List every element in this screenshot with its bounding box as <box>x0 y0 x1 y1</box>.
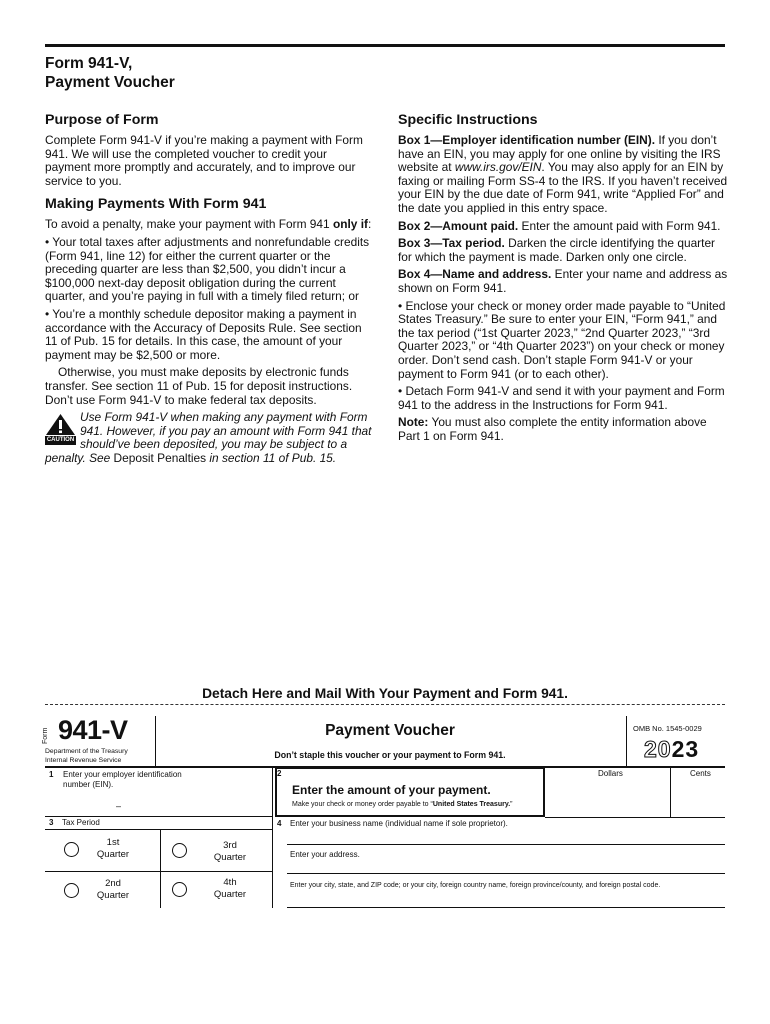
purpose-heading: Purpose of Form <box>45 112 159 128</box>
caution-link: Deposit Penalties <box>113 450 207 465</box>
amount-bottom-rule <box>545 817 725 818</box>
header-divider-right <box>626 716 627 766</box>
detach-bullet: • Detach Form 941-V and send it with your payment and Form 941 to the address in the Instructions for Form 941. <box>398 384 725 412</box>
box3-number: 3 <box>49 818 54 827</box>
quarter-1-label-line1: 1st <box>106 837 120 848</box>
detach-dashed-line <box>45 704 725 705</box>
box1-label: Box 1—Employer identification number (EIN). <box>398 133 656 147</box>
specific-heading: Specific Instructions <box>398 112 538 128</box>
voucher-form-number: 941-V <box>58 715 128 745</box>
payable-note-bold: United States Treasury. <box>432 801 511 808</box>
tax-period-rule <box>45 829 273 830</box>
business-name-input[interactable] <box>287 830 725 844</box>
voucher-title: Payment Voucher <box>325 722 455 739</box>
form-title-line2: Payment Voucher <box>45 74 175 91</box>
right-column <box>398 112 728 447</box>
quarter-1-label-line2: Quarter <box>96 849 130 860</box>
caution-icon <box>45 413 76 446</box>
caution-word: CAUTION <box>46 437 75 444</box>
tax-period-divider <box>160 829 161 908</box>
making-intro-text: To avoid a penalty, make your payment with Form 941 <box>45 217 330 232</box>
voucher-subtitle: Don’t staple this voucher or your payment to Form 941. <box>274 750 506 760</box>
quarter-3-label-line1: 3rd <box>223 840 237 851</box>
header-divider-left <box>155 716 156 766</box>
form-side-label: Form <box>42 727 49 744</box>
quarter-4-label-line1: 4th <box>223 877 237 888</box>
note-label: Note: <box>398 415 429 430</box>
making-heading: Making Payments With Form 941 <box>45 196 267 213</box>
caution-text-1: Use Form 941-V when making any payment with Form 941. However, if you pay an amount with Form 941 that should’ve been deposited, you may be subject to a penalty. See <box>45 410 372 465</box>
address-label: Enter your address. <box>290 850 360 859</box>
dollars-input[interactable] <box>547 782 669 816</box>
city-label: Enter your city, state, and ZIP code; or your city, foreign country name, foreign province/county, and foreign postal code. <box>290 882 661 889</box>
payable-note <box>292 800 513 810</box>
making-otherwise: Otherwise, you must make deposits by electronic funds transfer. See section 11 of Pub. 15 for deposit instructions. Don’t use Form 941-V to make federal tax deposits. <box>45 365 353 407</box>
making-intro <box>45 218 375 232</box>
name-line <box>287 844 725 845</box>
business-name-label: Enter your business name (individual name if sole proprietor). <box>290 819 508 828</box>
box4-text: Enter your name and address as shown on Form 941. <box>398 267 728 295</box>
cents-label: Cents <box>690 769 711 778</box>
box1-field-label-line1: Enter your employer identification <box>63 770 182 779</box>
box2-label: Box 2—Amount paid. <box>398 218 519 233</box>
form-title-line1: Form 941-V, <box>45 55 133 72</box>
quarter-2-radio[interactable] <box>64 883 79 898</box>
tax-year-outline: 20 <box>644 736 672 762</box>
box3-text: Darken the circle identifying the quarter for which the payment is made. Darken only one circle. <box>398 236 716 264</box>
amount-prompt: Enter the amount of your payment. <box>292 783 491 797</box>
payable-note-a: Make your check or money order payable to “ <box>292 801 433 808</box>
center-divider <box>272 768 273 908</box>
box2-text: Enter the amount paid with Form 941. <box>521 218 721 233</box>
payable-note-b: ” <box>510 801 513 808</box>
address-line <box>287 873 725 874</box>
box3-instruction <box>398 237 728 264</box>
city-line <box>287 907 725 908</box>
quarter-3-radio[interactable] <box>172 843 187 858</box>
detach-instruction: Detach Here and Mail With Your Payment and Form 941. <box>202 686 568 701</box>
ein-input[interactable] <box>45 783 272 815</box>
quarter-1-radio[interactable] <box>64 842 79 857</box>
making-bullet-1: • Your total taxes after adjustments and nonrefundable credits (Form 941, line 12) for either the current quarter or the preceding quarter are less than $2,500, you didn’t incur a $100,000 next-day deposit obligation during the current quarter, and you’re paying in full with a timely filed return; or <box>45 234 370 304</box>
form-title <box>45 54 175 92</box>
address-input[interactable] <box>287 860 725 873</box>
top-rule <box>45 44 725 47</box>
tax-year <box>644 736 699 763</box>
ein-bottom-rule <box>45 816 273 817</box>
tax-period-label: Tax Period <box>62 818 100 827</box>
department-line2: Internal Revenue Service <box>45 756 122 764</box>
tax-year-solid: 23 <box>671 736 700 762</box>
quarter-3-label <box>200 840 260 864</box>
box2-number: 2 <box>277 769 282 778</box>
enclose-bullet: • Enclose your check or money order made payable to “United States Treasury.” Be sure to enter your EIN, “Form 941,” and the tax period (“1st Quarter 2023,” “2nd Quarter 2023,” “3rd Quarter 2023,” or “4th Quarter 2023”) on your check or money order. Don’t send cash. Don’t staple Form 941-V or your payment to Form 941 (or to each other). <box>398 298 726 381</box>
omb-number: OMB No. 1545-0029 <box>633 724 702 733</box>
box1-number: 1 <box>49 770 54 779</box>
tax-period-mid-rule <box>45 871 273 872</box>
quarter-3-label-line2: Quarter <box>213 852 247 863</box>
quarter-2-label-line1: 2nd <box>105 878 121 889</box>
box2-instruction <box>398 220 728 234</box>
dollars-label: Dollars <box>598 769 623 778</box>
ein-dash: – <box>116 801 122 811</box>
department-line1: Department of the Treasury <box>45 748 128 755</box>
quarter-4-radio[interactable] <box>172 882 187 897</box>
warning-triangle-icon <box>45 413 76 436</box>
box4-number: 4 <box>277 819 282 828</box>
making-intro-end: : <box>367 217 372 232</box>
caution-note <box>45 411 375 465</box>
city-input[interactable] <box>287 892 725 907</box>
box1-instruction <box>398 134 728 216</box>
box1-field-label-line2: number (EIN). <box>63 780 114 789</box>
quarter-1-label <box>83 837 143 861</box>
note <box>398 416 728 443</box>
box3-label: Box 3—Tax period. <box>398 236 505 251</box>
quarter-2-label-line2: Quarter <box>96 890 130 901</box>
irs-ein-link[interactable]: www.irs.gov/EIN <box>454 160 542 175</box>
department-label <box>45 748 128 765</box>
quarter-2-label <box>83 878 143 902</box>
left-column <box>45 112 375 465</box>
box1-text-a: If you don’t have an EIN, you may apply for one online by visiting the IRS website at <box>398 133 721 175</box>
making-intro-bold: only if <box>332 217 368 232</box>
box4-label: Box 4—Name and address. <box>398 267 552 282</box>
quarter-4-label-line2: Quarter <box>213 889 247 900</box>
caution-text-2: in section 11 of Pub. 15. <box>209 450 337 465</box>
box1-text-b: . You may also apply for an EIN by faxing or mailing Form SS-4 to the IRS. If you haven’t received your EIN by the due date of Form 941, write “Applied For” and the date you applied in this entry space. <box>398 160 728 215</box>
dollars-cents-divider <box>670 768 671 817</box>
quarter-4-label <box>200 877 260 901</box>
purpose-text: Complete Form 941-V if you’re making a payment with Form 941. We will use the completed voucher to credit your payment more promptly and accurately, and to improve our service to you. <box>45 133 363 188</box>
note-text: You must also complete the entity information above Part 1 on Form 941. <box>398 415 707 443</box>
making-bullet-2: • You’re a monthly schedule depositor making a payment in accordance with the Accuracy of Deposits Rule. See section 11 of Pub. 15 for details. In this case, the amount of your payment may be $2,500 or more. <box>45 306 362 362</box>
cents-input[interactable] <box>672 782 724 816</box>
box4-instruction <box>398 268 728 295</box>
